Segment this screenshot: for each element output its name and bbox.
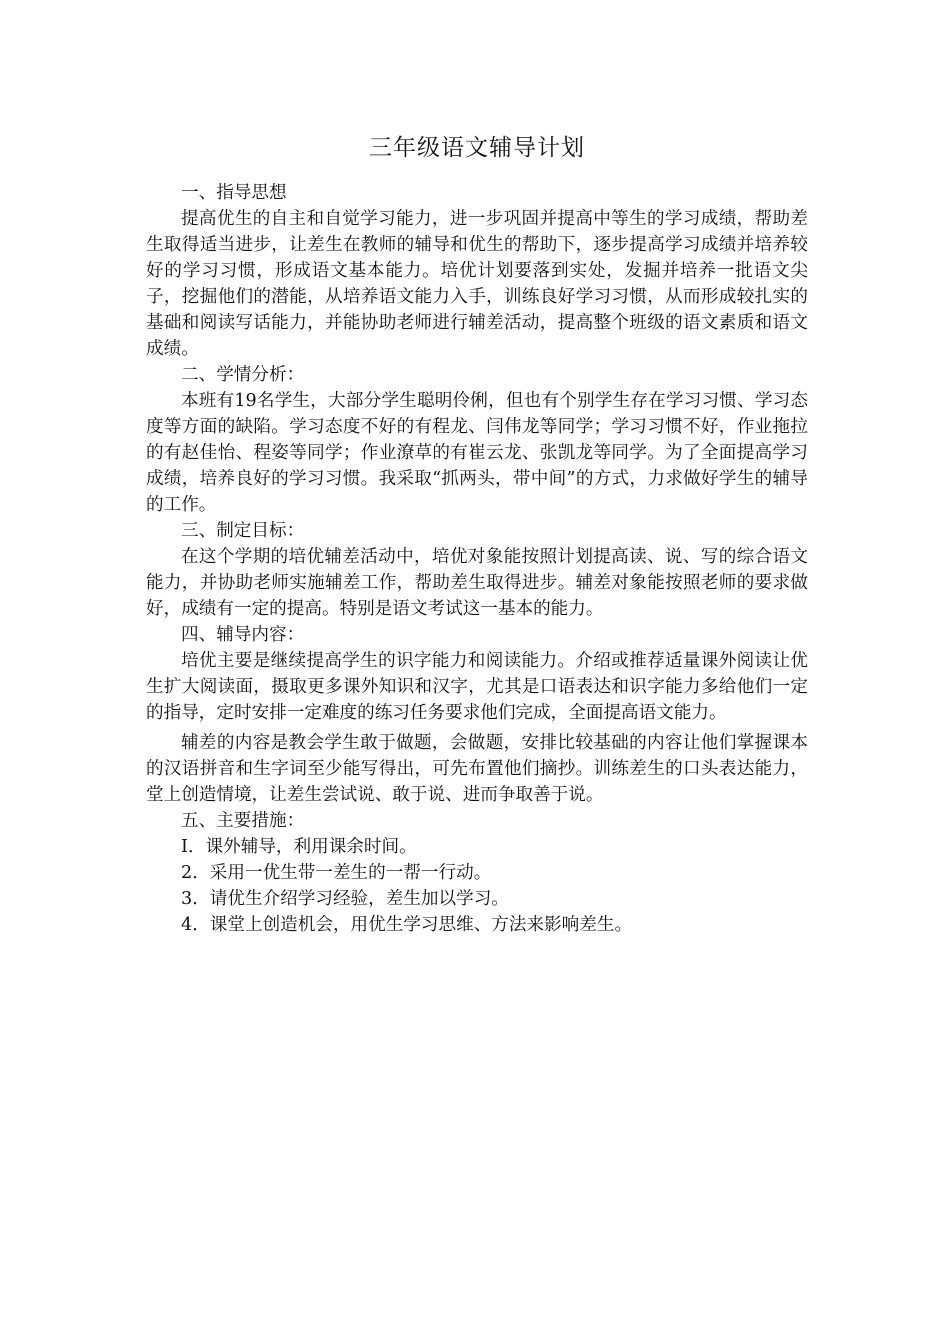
list-item: 4．课堂上创造机会，用优生学习思维、方法来影响差生。 [181, 915, 633, 935]
document-body [146, 128, 808, 938]
measures-list [146, 834, 808, 938]
section-heading-goals: 三、制定目标： [181, 521, 305, 541]
list-item: 2．采用一优生带一差生的一帮一行动。 [181, 863, 492, 883]
section-heading-measures: 五、主要措施： [181, 811, 305, 831]
section-paragraph: 提高优生的自主和自觉学习能力，进一步巩固并提高中等生的学习成绩，帮助差生取得适当进步，让差生在教师的辅导和优生的帮助下，逐步提高学习成绩并培养较好的学习习惯，形成语文基本能力。培优计划要落到实处，发掘并培养一批语文尖子，挖掘他们的潜能，从培养语文能力入手，训练良好学习习惯，从而形成较扎实的基础和阅读写话能力，并能协助老师进行辅差活动，提高整个班级的语文素质和语文成绩。 [146, 209, 808, 359]
document-title: 三年级语文辅导计划 [369, 135, 585, 161]
section-heading-guiding-thought: 一、指导思想 [181, 183, 287, 203]
section-paragraph: 在这个学期的培优辅差活动中，培优对象能按照计划提高读、说、写的综合语文能力，并协助老师实施辅差工作，帮助差生取得进步。辅差对象能按照老师的要求做好，成绩有一定的提高。特别是语文考试这一基本的能力。 [146, 547, 808, 619]
section-heading-class-analysis: 二、学情分析： [181, 365, 305, 385]
list-item: I．课外辅导，利用课余时间。 [181, 837, 417, 857]
section-paragraph: 辅差的内容是教会学生敢于做题，会做题，安排比较基础的内容让他们掌握课本的汉语拼音和生字词至少能写得出，可先布置他们摘抄。训练差生的口头表达能力，堂上创造情境，让差生尝试说、敢于说、进而争取善于说。 [146, 733, 808, 805]
section-paragraph: 本班有19名学生，大部分学生聪明伶俐，但也有个别学生存在学习习惯、学习态度等方面的缺陷。学习态度不好的有程龙、闫伟龙等同学；学习习惯不好，作业拖拉的有赵佳怡、程姿等同学；作业潦草的有崔云龙、张凯龙等同学。为了全面提高学习成绩，培养良好的学习习惯。我采取“抓两头，带中间”的方式，力求做好学生的辅导的工作。 [146, 391, 808, 515]
list-item: 3．请优生介绍学习经验，差生加以学习。 [181, 889, 509, 909]
section-paragraph: 培优主要是继续提高学生的识字能力和阅读能力。介绍或推荐适量课外阅读让优生扩大阅读面，摄取更多课外知识和汉字，尤其是口语表达和识字能力多给他们一定的指导，定时安排一定难度的练习任务要求他们完成，全面提高语文能力。 [146, 651, 808, 723]
section-heading-tutoring-content: 四、辅导内容： [181, 625, 305, 645]
